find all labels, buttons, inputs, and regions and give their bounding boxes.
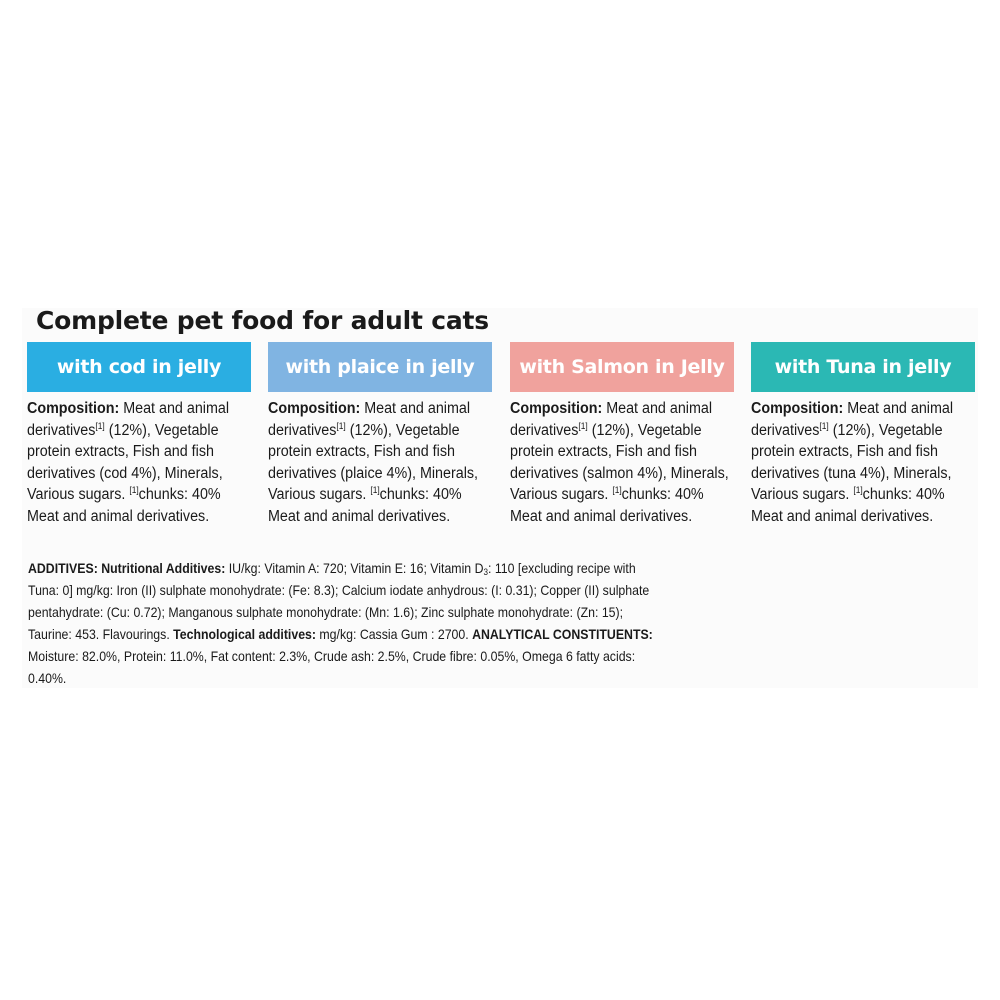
page-title: Complete pet food for adult cats — [36, 306, 489, 335]
composition-part: (12%), Vegetable protein extracts, Fish and fish derivatives (salmon 4%), Minerals, Various sugars. — [510, 421, 729, 503]
footnote-marker: [1] — [95, 420, 105, 431]
variant-column-salmon — [510, 342, 734, 527]
variant-heading-tuna: with Tuna in jelly — [751, 342, 975, 392]
composition-part: Meat and animal derivatives — [751, 400, 954, 439]
composition-part: chunks: 40% Meat and animal derivatives. — [751, 486, 945, 525]
footnote-marker: [1] — [819, 420, 829, 431]
composition-label: Composition: — [751, 400, 844, 417]
composition-part: chunks: 40% Meat and animal derivatives. — [268, 486, 462, 525]
composition-label: Composition: — [27, 400, 120, 417]
composition-part: chunks: 40% Meat and animal derivatives. — [510, 486, 704, 525]
variant-column-tuna — [751, 342, 975, 527]
composition-text-salmon — [510, 398, 733, 527]
composition-label: Composition: — [510, 400, 603, 417]
footnote-marker: [1] — [129, 485, 139, 495]
composition-label: Composition: — [268, 400, 361, 417]
composition-text-plaice — [268, 398, 491, 527]
additives-part: Moisture: 82.0%, Protein: 11.0%, Fat content: 2.3%, Crude ash: 2.5%, Crude fibre: 0.05%, Omega 6 fatty acids: 0.40%. — [28, 649, 636, 686]
composition-part: Meat and animal derivatives — [27, 400, 230, 439]
composition-part: (12%), Vegetable protein extracts, Fish and fish derivatives (cod 4%), Minerals, Various sugars. — [27, 421, 223, 503]
composition-part: (12%), Vegetable protein extracts, Fish and fish derivatives (plaice 4%), Minerals, Various sugars. — [268, 421, 479, 503]
technological-additives-label: Technological additives: — [173, 627, 316, 642]
subscript: 3 — [483, 567, 488, 577]
additives-part: IU/kg: Vitamin A: 720; Vitamin E: 16; Vitamin D — [225, 561, 484, 576]
additives-text — [28, 558, 658, 690]
footnote-marker: [1] — [612, 485, 622, 495]
analytical-constituents-label: ANALYTICAL CONSTITUENTS: — [472, 627, 653, 642]
composition-part: Meat and animal derivatives — [268, 400, 471, 439]
variant-column-cod — [27, 342, 251, 527]
composition-part: chunks: 40% Meat and animal derivatives. — [27, 486, 221, 525]
footnote-marker: [1] — [336, 420, 346, 431]
variant-heading-cod: with cod in jelly — [27, 342, 251, 392]
composition-part: (12%), Vegetable protein extracts, Fish and fish derivatives (tuna 4%), Minerals, Various sugars. — [751, 421, 952, 503]
variant-column-plaice — [268, 342, 492, 527]
variant-heading-plaice: with plaice in jelly — [268, 342, 492, 392]
footnote-marker: [1] — [578, 420, 588, 431]
composition-text-cod — [27, 398, 250, 527]
footnote-marker: [1] — [370, 485, 380, 495]
composition-part: Meat and animal derivatives — [510, 400, 713, 439]
composition-text-tuna — [751, 398, 974, 527]
additives-part: mg/kg: Cassia Gum : 2700. — [316, 627, 473, 642]
additives-label: ADDITIVES: Nutritional Additives: — [28, 561, 226, 576]
footnote-marker: [1] — [853, 485, 863, 495]
variant-heading-salmon: with Salmon in Jelly — [510, 342, 734, 392]
additives-part: : 110 [excluding recipe with Tuna: 0] mg/kg: Iron (II) sulphate monohydrate: (Fe: 8.3); Calcium iodate anhydrous: (I: 0.31); Copper (II) sulphate pentahydrate: (Cu: 0.72); Manganous sulphate monohydrate: (Mn: 1.6); Zinc sulphate monohydrate: (Zn: 15); Taurine: 453. Flavourings. — [28, 561, 650, 642]
